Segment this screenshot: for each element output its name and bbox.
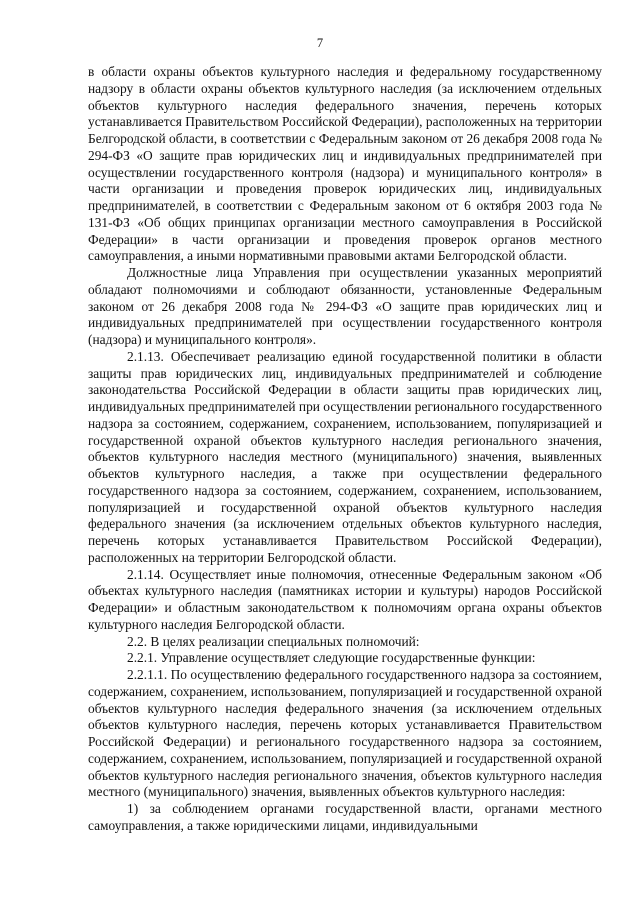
paragraph-2-1-13: 2.1.13. Обеспечивает реализацию единой государственной политики в области защиты прав юридических лиц, индивидуальных предпринимателей и соблюдение законодательства Российской Федерации в области защиты прав юридических лиц, индивидуальных предпринимателей при осуществлении регионального государственного надзора за состоянием, содержанием, сохранением, использованием, популяризацией и государственной охраной объектов культурного наследия регионального значения, объектов культурного наследия местного (муниципального) значения, выявленных объектов культурного наследия, а также при осуществлении федерального государственного надзора за состоянием, содержанием, сохранением, использованием, популяризацией и государственной охраной объектов культурного наследия федерального значения (за исключением отдельных объектов культурного наследия, перечень которых устанавливается Правительством Российской Федерации), расположенных на территории Белгородской области.: [88, 348, 602, 565]
document-body: [88, 64, 602, 835]
page-number: 7: [316, 36, 324, 50]
paragraph-2-2-1-1: 2.2.1.1. По осуществлению федерального государственного надзора за состоянием, содержанием, сохранением, использованием, популяризацией и государственной охраной объектов культурного наследия федерального значения (за исключением отдельных объектов культурного наследия, перечень которых устанавливается Правительством Российской Федерации) и регионального государственного надзора за состоянием, содержанием, сохранением, использованием, популяризацией и государственной охраной объектов культурного наследия регионального значения, объектов культурного наследия местного (муниципального) значения, выявленных объектов культурного наследия:: [88, 667, 602, 800]
paragraph-2-2-1: 2.2.1. Управление осуществляет следующие государственные функции:: [127, 650, 536, 666]
paragraph-item-1: 1) за соблюдением органами государственной власти, органами местного самоуправления, а также юридическими лицами, индивидуальными: [88, 801, 602, 833]
paragraph-2-2: 2.2. В целях реализации специальных полномочий:: [127, 633, 420, 649]
paragraph-officials: Должностные лица Управления при осуществлении указанных мероприятий обладают полномочиями и соблюдают обязанности, установленные Федеральным законом от 26 декабря 2008 года № 294-ФЗ «О защите прав юридических лиц и индивидуальных предпринимателей при осуществлении государственного контроля (надзора) и муниципального контроля».: [88, 265, 602, 347]
paragraph-continuation: в области охраны объектов культурного наследия и федеральному государственному надзору в области охраны объектов культурного наследия (за исключением отдельных объектов культурного наследия федерального значения, перечень которых устанавливается Правительством Российской Федерации), расположенных на территории Белгородской области, в соответствии с Федеральным законом от 26 декабря 2008 года № 294-ФЗ «О защите прав юридических лиц и индивидуальных предпринимателей при осуществлении государственного контроля (надзора) и муниципального контроля» в части организации и проведения проверок юридических лиц, индивидуальных предпринимателей, в соответствии с Федеральным законом от 6 октября 2003 года № 131-ФЗ «Об общих принципах организации местного самоуправления в Российской Федерации» в части организации и проведения проверок органов местного самоуправления, а иными нормативными правовыми актами Белгородской области.: [88, 64, 602, 264]
paragraph-2-1-14: 2.1.14. Осуществляет иные полномочия, отнесенные Федеральным законом «Об объектах культурного наследия (памятниках истории и культуры) народов Российской Федерации» и областным законодательством к полномочиям органа охраны объектов культурного наследия Белгородской области.: [88, 566, 602, 632]
